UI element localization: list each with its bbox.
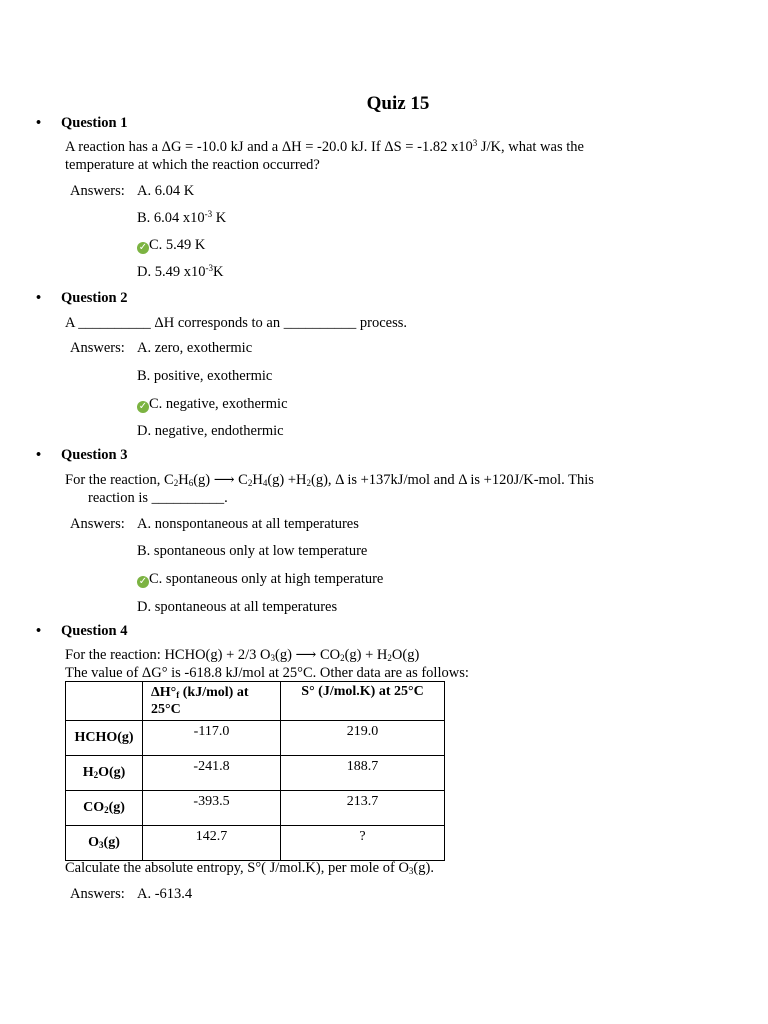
bullet: • [36,447,42,463]
q4-l1-d: O(g) [391,647,420,663]
bullet: • [36,290,42,306]
q1-opt-b-post: K [212,210,227,226]
q3-t4: H [252,472,263,488]
th-dhf-sub: f [176,690,180,700]
q4-l1-c: (g) + H [344,647,388,663]
q4-l1-a: For the reaction: HCHO(g) + 2/3 O [65,647,271,663]
page-title: Quiz 15 [366,93,430,114]
th-dhf-b: (kJ/mol) at 25°C [151,685,249,717]
q4-l1-s2: 2 [340,653,345,663]
q1-text-sup: 3 [472,138,478,148]
q1-text-line2: temperature at which the reaction occurred? [65,157,320,173]
q3-line2: reaction is __________. [88,490,228,506]
q2-option-b: B. positive, exothermic [137,368,273,384]
r2-label-a: H [82,765,94,780]
q3-s4: 4 [262,478,268,488]
table-row [66,721,445,756]
table-header-s: S° (J/mol.K) at 25°C [281,682,445,721]
bullet: • [36,115,42,131]
table-row [66,826,445,861]
question-3-heading [36,447,127,464]
question-2-label: Question 2 [61,290,128,306]
q3-t3: (g) ⟶ C [193,472,248,488]
question-1-heading [36,115,127,132]
q4-line2: The value of ΔG° is -618.8 kJ/mol at 25°C. Other data are as follows: [65,665,469,681]
q3-s3: 2 [247,478,253,488]
q2-answers-label: Answers: [70,340,125,356]
cell-s: 213.7 [281,791,445,826]
row-label-hcho: HCHO(g) [66,721,143,756]
q1-opt-d-post: K [212,264,224,280]
table-row [66,791,445,826]
r3-label-a: CO [83,800,105,815]
q4-answers-label: Answers: [70,886,125,902]
question-4-prompt [65,859,434,877]
q3-answers-label: Answers: [70,516,125,532]
q3-option-b: B. spontaneous only at low temperature [137,543,368,559]
q3-s2: 6 [188,478,194,488]
row-label-o3 [66,826,143,861]
q3-t5: (g) +H [267,472,307,488]
table-corner-cell [66,682,143,721]
q3-t6: (g), Δ is +137kJ/mol and Δ is +120J/K-mol. This [311,472,594,488]
r3-label-b: (g) [108,800,125,815]
question-3-text [65,471,594,507]
question-4-heading [36,623,127,640]
thermo-data-table [65,681,445,861]
q1-opt-b-pre: B. 6.04 x10 [137,210,205,226]
q3-t1: For the reaction, C [65,472,174,488]
question-1-text [65,138,584,174]
q1-opt-d-sup: -3 [205,263,213,273]
q3-option-c [137,571,383,588]
cell-dhf: -117.0 [143,721,281,756]
q4-option-a: A. -613.4 [137,886,193,902]
q4-after-sub: 3 [408,866,414,876]
q1-opt-c-label: C. 5.49 K [149,237,206,253]
cell-dhf: -241.8 [143,756,281,791]
q1-text-a: A reaction has a ΔG = -10.0 kJ and a ΔH = -20.0 kJ. If ΔS = -1.82 x10 [65,139,473,155]
r4-label-b: (g) [103,835,120,850]
question-4-text [65,646,469,682]
bullet: • [36,623,42,639]
r3-label-sub: 2 [104,805,109,815]
q2-opt-c-label: C. negative, exothermic [149,396,288,412]
checkmark-icon: ✓ [138,242,148,253]
question-3-label: Question 3 [61,447,128,463]
q1-text-b: J/K, what was the [477,139,584,155]
q2-option-d: D. negative, endothermic [137,423,284,439]
q4-l1-s1: 3 [270,653,275,663]
q1-opt-b-sup: -3 [204,209,213,219]
row-label-h2o [66,756,143,791]
cell-s: ? [281,826,445,861]
q4-l1-b: (g) ⟶ CO [275,647,341,663]
q3-option-d: D. spontaneous at all temperatures [137,599,338,615]
cell-s: 219.0 [281,721,445,756]
q3-s5: 2 [306,478,312,488]
q3-option-a: A. nonspontaneous at all temperatures [137,516,359,532]
r2-label-sub: 2 [93,770,99,780]
q2-option-c [137,396,288,413]
table-header-row [66,682,445,721]
q1-option-d [137,264,223,281]
question-4-label: Question 4 [61,623,128,639]
r4-label-a: O [88,835,100,850]
cell-dhf: -393.5 [143,791,281,826]
row-label-co2 [66,791,143,826]
q2-option-a: A. zero, exothermic [137,340,253,356]
checkmark-icon: ✓ [138,401,148,412]
question-1-label: Question 1 [61,115,128,131]
q1-option-a: A. 6.04 K [137,183,195,199]
cell-s: 188.7 [281,756,445,791]
cell-dhf: 142.7 [143,826,281,861]
r4-label-sub: 3 [99,840,104,850]
table-row [66,756,445,791]
q1-answers-label: Answers: [70,183,125,199]
question-2-text: A __________ ΔH corresponds to an __________ process. [65,315,407,331]
q4-after-a: Calculate the absolute entropy, S°( J/mol.K), per mole of O [65,860,409,876]
q1-option-c [137,237,205,254]
r2-label-b: O(g) [98,765,126,780]
q4-after-b: (g). [413,860,434,876]
q3-t2: H [178,472,189,488]
th-dhf-a: ΔH° [151,685,177,700]
q3-opt-c-label: C. spontaneous only at high temperature [149,571,384,587]
checkmark-icon: ✓ [138,576,148,587]
q1-opt-d-pre: D. 5.49 x10 [137,264,206,280]
q1-option-b [137,210,226,227]
q4-l1-s3: 2 [387,653,392,663]
q3-s1: 2 [173,478,179,488]
table-header-dhf [143,682,281,721]
question-2-heading [36,290,127,307]
